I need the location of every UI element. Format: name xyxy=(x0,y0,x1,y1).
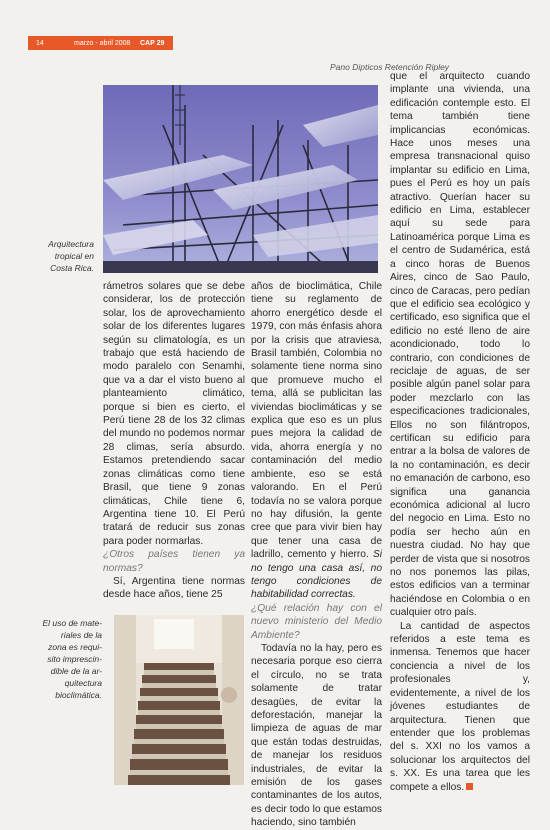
paragraph: que el arquitecto cuando implante una vivienda, una edificación contemple esto. El tema también tiene implicancias económicas. Hace unos meses una empresa transnacional quiso implantar su edificio en Lima, pues el Perú es hoy un país atractivo. Querían hacer su edificio en Lima, establecer aquí su sede para Latinoamérica porque Lima es el centro de Sudamérica, está a cinco horas de Buenos Aires, cinco de Sao Paulo, cinco de Caracas, pero pedían que el edificio sea ecológico y certificado, eso significa que el edificio no esté lleno de aire acondicionado, todo lo contrario, con condiciones de reciclaje de aguas, de ser posible algún panel solar para poder mezclarlo con las especificaciones tradicionales, Ellos no son filántropos, certifican su edificio para entrar a la bolsa de valores de la no contaminación, es decir no emanación de carbono, eso significa una ganancia económica adicional al lucro del negocio en Lima. Esto no podía ser hecho aún en nuestra ciudad. No hay que perder de vista que si nosotros no nos ponemos las pilas, estos edificios van a terminar haciéndose en Colombia o en cualquier otro país. xyxy=(390,71,530,619)
staircase-photo xyxy=(114,615,244,785)
article-column-2 xyxy=(251,280,382,830)
paragraph xyxy=(390,620,530,794)
paragraph-text: La cantidad de aspectos referidos a este tema es inmensa. Tenemos que hacer conciencia a nivel de los profesionales y, evidentemente, a nivel de los jóvenes estudiantes de arquitectura. Tienen que entender que los problemas del s. XXI no los vamos a solucionar los arquitectos del s. XX. Es una tarea que les compete a ellos. xyxy=(390,620,530,793)
paragraph: Todavía no la hay, pero es necesaria porque eso cierra el círculo, no se trata solamente de tratar desagües, de evitar la deforestación, manejar la limpieza de aguas de mar que están todas destruidas, de manejar los residuos industriales, de evitar la emisión de los gases contaminantes de los autos, es decir todo lo que estamos haciendo, sino también xyxy=(251,642,382,829)
end-of-article-mark xyxy=(466,783,473,790)
paragraph xyxy=(251,280,382,602)
paragraph: Sí, Argentina tiene normas desde hace años, tiene 25 xyxy=(103,575,245,601)
caption-top: Arquitectura tropical en Costa Rica. xyxy=(48,239,94,273)
paragraph: rámetros solares que se debe considerar, los de protección solar, los de aprovechamiento solar de los diferentes lugares según su climatología, es un trabajo que está haciendo de modo paralelo con Senamhi, que va a dar el visto bueno al planteamiento climático, porque si bien es cierto, el Perú tiene 28 de los 32 climas del mundo no podemos normar 28 climas, sería absurdo. Estamos pretendiendo sacar zonas climáticas como tiene Brasil, que tiene 9 zonas climáticas, Chile tiene 6, Argentina tiene 10. El Perú tratará de reducir sus zonas para poder normarlas. xyxy=(103,281,245,547)
article-column-3 xyxy=(390,70,530,794)
header-bar xyxy=(28,36,173,50)
caption-bottom: El uso de mate- riales de la zona es requi- sito imprescin- dible de la ar- quitectura bioclimática. xyxy=(42,618,102,700)
tropical-architecture-photo xyxy=(103,85,378,273)
issue-date: marzo - abril 2008 xyxy=(74,39,131,47)
section-label: CAP 29 xyxy=(140,39,165,47)
page-number: 14 xyxy=(36,39,44,47)
paragraph-italic: Si no tengo una casa así, no tengo condiciones de habitabilidad correctas. xyxy=(251,549,382,601)
interview-question: ¿Qué relación hay con el nuevo ministerio del Medio Ambiente? xyxy=(251,602,382,641)
interview-question: ¿Otros países tienen ya normas? xyxy=(103,549,245,574)
paragraph-text: años de bioclimática, Chile tiene su reglamento de ahorro energético desde el 1979, con más énfasis ahora por la crisis que atraviesa, Brasil también, Colombia no solamente tiene norma sino que promueve mucho el tema, allá se publicitan las viviendas bioclimáticas y se explica que eso es un plus pues mejora la calidad de vida, ahorra energía y no contaminación del medio ambiente, eso se está valorando. En el Perú todavía no se valora porque no hay difusión, la gente cree que para vivir bien hay que tener una casa de ladrillo, cemento y hierro. xyxy=(251,281,382,561)
article-column-1 xyxy=(103,280,245,602)
photo-credit: Pano Dipticos Retención Ripley xyxy=(330,62,450,72)
